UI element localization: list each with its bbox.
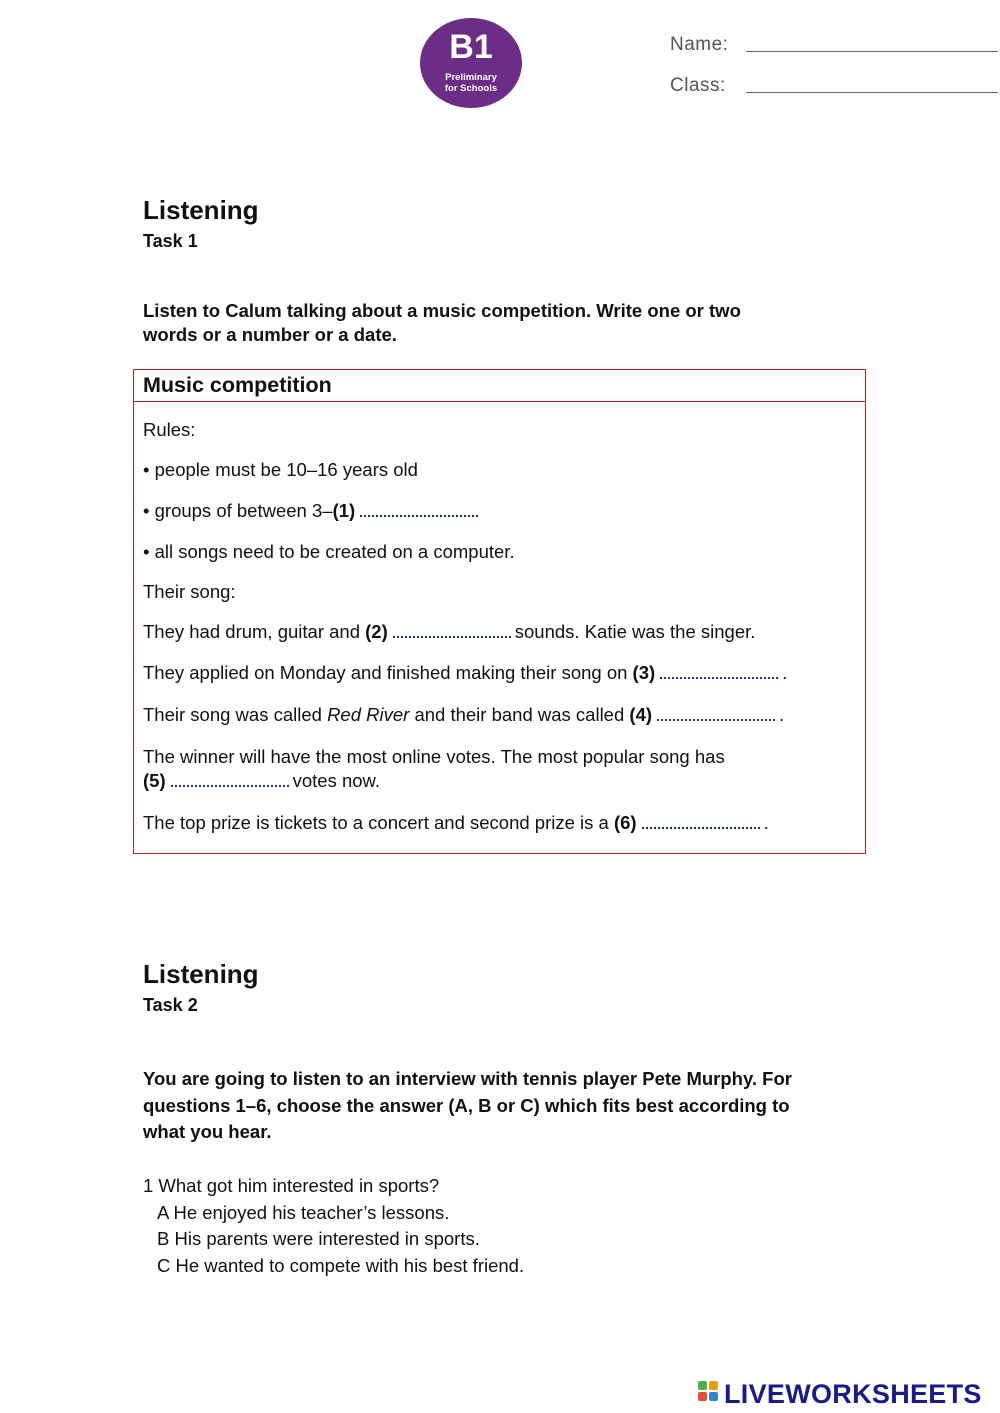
box-header [134,370,865,402]
task2-instructions: You are going to listen to an interview with tennis player Pete Murphy. For questions 1–6, choose the answer (A, B or C) which fits best according to what you hear. [143,1068,792,1142]
logo-square-icon [709,1381,718,1390]
question-1: 1 What got him interested in sports? [143,1175,440,1196]
task1-instructions: Listen to Calum talking about a music competition. Write one or two words or a number or a date. [143,300,741,345]
logo-square-icon [698,1381,707,1390]
question-number: (4) [629,704,653,725]
task2-label: Task 2 [143,995,198,1015]
b1-preliminary-logo [420,18,522,108]
box-title: Music competition [143,373,332,397]
song-title: Red River [327,704,410,725]
rule-computer: • all songs need to be created on a computer. [143,541,515,562]
option-a[interactable]: A He enjoyed his teacher’s lessons. [157,1202,450,1223]
rule-group-size: • groups of between 3–(1) [143,500,482,522]
question-6-line: The top prize is tickets to a concert and second prize is a (6) . [143,812,769,833]
answer-gap-3[interactable] [660,676,778,679]
task1-label: Task 1 [143,231,198,251]
question-number: (1) [332,500,356,521]
class-label: Class: [670,75,726,96]
answer-gap-6[interactable] [642,826,760,829]
question-number: (2) [365,621,388,642]
task1-heading: Listening [143,195,259,225]
logo-square-icon [709,1392,718,1401]
option-b[interactable]: B His parents were interested in sports. [157,1228,480,1249]
class-field[interactable] [746,92,998,93]
option-c[interactable]: C He wanted to compete with his best friend. [157,1255,525,1276]
badge-level: B1 [449,28,493,66]
rule-age: • people must be 10–16 years old [143,459,418,480]
answer-gap-1[interactable] [360,514,478,517]
question-4-line: Their song was called Red River and their band was called (4) . [143,704,785,725]
badge-subtitle: Preliminary for Schools [444,72,498,94]
answer-gap-2[interactable] [393,635,511,638]
name-field[interactable] [746,51,998,52]
logo-text: LIVEWORKSHEETS [724,1379,982,1409]
task2-heading: Listening [143,959,259,989]
question-number: (5) [143,770,166,791]
question-5-intro: The winner will have the most online votes. The most popular song has [143,746,725,767]
rules-label: Rules: [143,419,196,440]
question-2-line: They had drum, guitar and (2) sounds. Katie was the singer. [143,621,756,642]
song-label: Their song: [143,581,236,602]
answer-gap-4[interactable] [657,718,775,721]
question-3-line: They applied on Monday and finished making their song on (3) . [143,662,788,683]
logo-square-icon [698,1392,707,1401]
question-number: (6) [613,812,637,833]
question-5-line: (5) votes now. [143,770,381,791]
answer-gap-5[interactable] [171,784,289,787]
question-number: (3) [632,662,656,683]
name-label: Name: [670,34,729,55]
